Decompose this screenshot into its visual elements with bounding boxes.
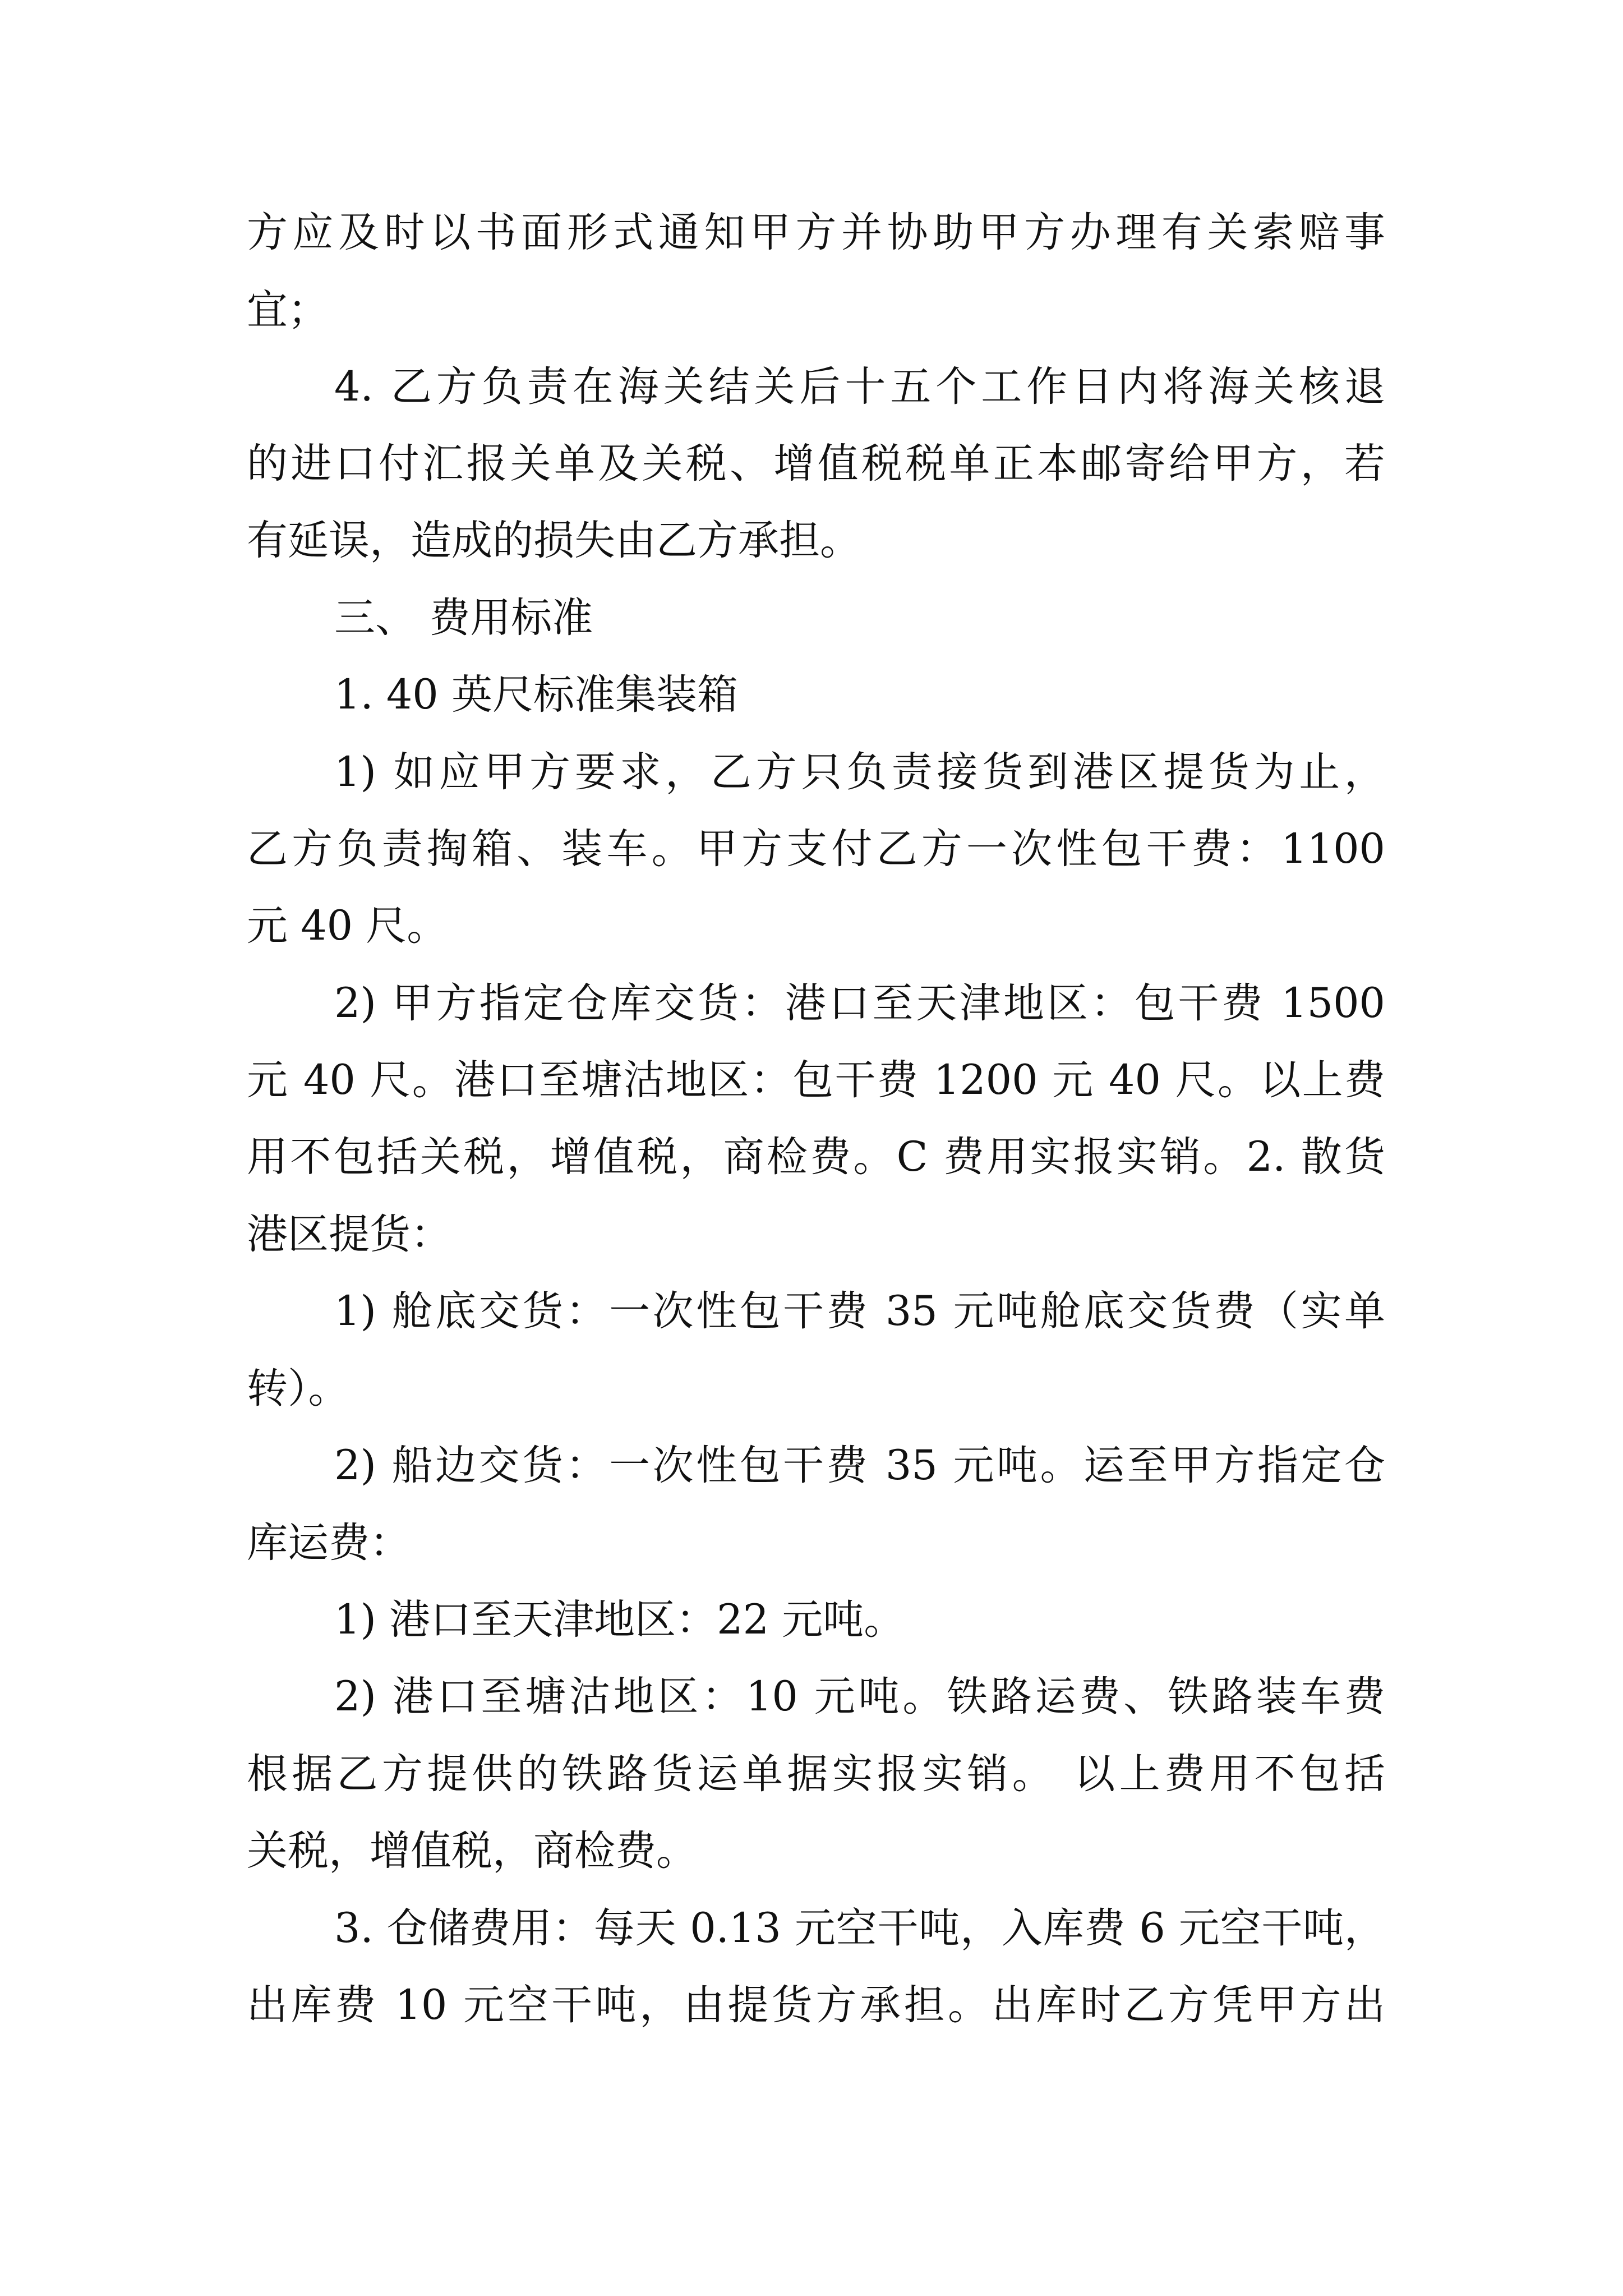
body-text-line: 转）。 [247, 1365, 349, 1412]
body-text-line: 4. 乙方负责在海关结关后十五个工作日内将海关核退 [334, 363, 1385, 411]
body-text-line: 3. 仓储费用：每天 0.13 元空干吨，入库费 6 元空干吨， [334, 1904, 1385, 1952]
body-text-line: 的进口付汇报关单及关税、增值税税单正本邮寄给甲方，若 [247, 440, 1385, 487]
body-text-line: 出库费 10 元空干吨，由提货方承担。出库时乙方凭甲方出 [247, 1981, 1385, 2029]
body-text-line: 元 40 尺。港口至塘沽地区：包干费 1200 元 40 尺。以上费 [247, 1056, 1385, 1104]
body-text-line: 1) 如应甲方要求，乙方只负责接货到港区提货为止， [334, 748, 1385, 796]
body-text-line: 用不包括关税，增值税，商检费。C 费用实报实销。2. 散货 [247, 1133, 1385, 1181]
body-text-line: 库运费： [247, 1519, 411, 1567]
body-text-line: 1) 舱底交货：一次性包干费 35 元吨舱底交货费（实单 [334, 1287, 1385, 1335]
body-text-line: 2) 船边交货：一次性包干费 35 元吨。运至甲方指定仓 [334, 1442, 1385, 1489]
body-text-line: 方应及时以书面形式通知甲方并协助甲方办理有关索赔事 [247, 209, 1385, 256]
body-text-line: 关税，增值税，商检费。 [247, 1827, 697, 1875]
section-heading: 三、 费用标准 [334, 594, 593, 642]
body-text-line: 2) 港口至塘沽地区：10 元吨。铁路运费、铁路装车费 [334, 1673, 1385, 1720]
body-text-line: 宜； [247, 286, 329, 334]
subsection-heading: 1. 40 英尺标准集装箱 [334, 671, 738, 719]
body-text-line: 乙方负责掏箱、装车。甲方支付乙方一次性包干费：1100 [247, 825, 1385, 873]
body-text-line: 有延误，造成的损失由乙方承担。 [247, 517, 861, 564]
body-text-line: 1) 港口至天津地区：22 元吨。 [334, 1596, 905, 1644]
body-text-line: 2) 甲方指定仓库交货：港口至天津地区：包干费 1500 [334, 979, 1385, 1027]
body-text-line: 元 40 尺。 [247, 902, 448, 950]
body-text-line: 港区提货： [247, 1211, 451, 1258]
body-text-line: 根据乙方提供的铁路货运单据实报实销。 以上费用不包括 [247, 1750, 1385, 1798]
